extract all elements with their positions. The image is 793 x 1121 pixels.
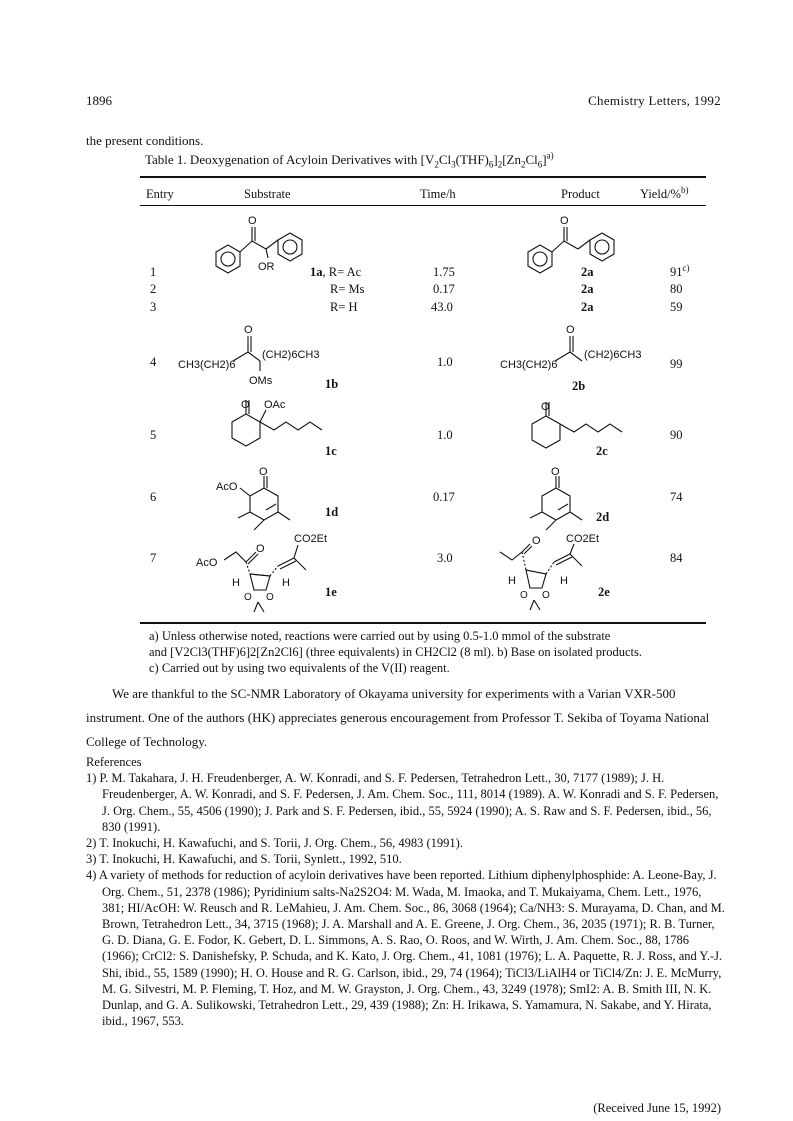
or-label: OR [258, 261, 275, 273]
oxygen-label: O [541, 401, 550, 413]
oxygen-label: O [248, 215, 257, 227]
references [86, 754, 726, 1029]
structure-2e [500, 533, 599, 610]
oxygen-label: O [256, 543, 265, 555]
structure-2b [500, 324, 641, 371]
col-product: Product [561, 187, 600, 201]
yield-value: 91$^{c)}$ [670, 262, 690, 279]
entry-number: 3 [150, 300, 157, 314]
entry-number: 2 [150, 282, 157, 296]
oxygen-label: O [566, 324, 575, 336]
oxygen-label: O [532, 535, 541, 547]
h-label: H [282, 577, 290, 589]
time-value: 3.0 [437, 551, 453, 565]
acknowledgment: We are thankful to the SC-NMR Laboratory of Okayama university for experiments with a Varian VXR-500 instrument. One of the authors (HK) appreciates generous encouragement from Professor T. Sekiba of Toyama National College of Technology. [86, 686, 710, 749]
product-label: 2a [581, 265, 594, 279]
yield-value: 90 [670, 428, 683, 442]
product-label: 2b [572, 379, 586, 393]
col-time: Time/h [420, 187, 456, 201]
structure-2a [528, 215, 614, 273]
reference-item: 1) P. M. Takahara, J. H. Freudenberger, A. W. Konradi, and S. F. Pedersen, Tetrahedron Lett., 30, 7177 (1989); J. H. Freudenberger, A. W. Konradi, and S. F. Pedersen, J. Am. Chem. Soc., 111, 8014 (1989). A. W. Konradi and S. F. Pedersen, J. Org. Chem., 55, 4506 (1990); J. Park and S. F. Pedersen, ibid., 55, 5924 (1990); A. S. Raw and S. F. Pedersen, ibid., 56, 830 (1991). [86, 771, 719, 834]
substrate-label: 1a, R= Ac [310, 265, 362, 279]
aco-label: AcO [216, 481, 238, 493]
time-value: 0.17 [433, 490, 455, 504]
reference-item: 3) T. Inokuchi, H. Kawafuchi, and S. Torii, Synlett., 1992, 510. [86, 852, 402, 867]
footnote-a: a) Unless otherwise noted, reactions were carried out by using 0.5-1.0 mmol of the substrate [149, 629, 611, 643]
yield-value: 80 [670, 282, 683, 296]
time-value: 1.0 [437, 428, 453, 442]
substrate-label: 1b [325, 377, 339, 391]
alkyl-label: (CH2)6CH3 [584, 349, 642, 361]
entry-number: 6 [150, 490, 157, 504]
col-entry: Entry [146, 187, 174, 201]
yield-value: 84 [670, 551, 683, 565]
substrate-label: 1d [325, 505, 339, 519]
oxygen-label: O [244, 324, 253, 336]
oxygen-label: O [241, 399, 250, 411]
reference-item: 4) A variety of methods for reduction of acyloin derivatives have been reported. Lithium diphenylphosphide: A. Leone-Bay, J. Org. Chem., 51, 2378 (1986); Pyridinium salts-Na2S2O4: M. Wada, M. Imaoka, and T. Mukaiyama, Chem. Lett., 1976, 381; HI/AcOH: W. Reusch and R. LeMahieu, J. Am. Chem. Soc., 86, 3068 (1964); Ca/NH3: S. Murayama, D. Chan, and M. Brown, Tetrahedron Lett., 34, 3715 (1968); J. A. Marshall and A. E. Greene, J. Org. Chem., 36, 2035 (1971); R. B. Turner, G. D. Diana, G. E. Fodor, K. Gebert, D. L. Simmons, A. S. Rao, O. Roos, and W. Wirth, J. Am. Chem. Soc., 88, 1786 (1966); CrCl2: S. Danishefsky, P. Schuda, and K. Kato, J. Org. Chem., 41, 1081 (1976); L. A. Paquette, R. J. Ross, and Y.-J. Shi, ibid., 55, 1589 (1990); H. O. House and R. G. Carlson, ibid., 29, 74 (1964); TiCl3/LiAlH4 or TiCl4/Zn: J. E. McMurry, M. G. Silvestri, M. P. Fleming, T. Hoz, and M. W. Grayston, J. Org. Chem., 43, 3249 (1978); SmI2: A. B. Smith III, N. K. Dunlap, and G. A. Sulikowski, Tetrahedron Lett., 29, 439 (1988); Zn: H. Irikawa, S. Yamamura, N. Sakabe, and Y. Hirata, ibid., 1967, 553. [86, 868, 725, 1029]
oxygen-label: O [244, 592, 252, 603]
time-value: 1.0 [437, 355, 453, 369]
structure-1c [232, 399, 322, 446]
oxygen-label: O [542, 590, 550, 601]
substrate-label: 1e [325, 585, 337, 599]
structure-2c [532, 401, 622, 448]
page-number: 1896 [86, 93, 112, 108]
alkyl-label: CH3(CH2)6 [178, 359, 236, 371]
intro-text: the present conditions. [86, 133, 204, 148]
journal-title: Chemistry Letters, 1992 [588, 93, 721, 108]
structure-1d [216, 466, 290, 530]
co2et-label: CO2Et [294, 533, 328, 545]
entry-number: 7 [150, 551, 157, 565]
entry-number: 1 [150, 265, 157, 279]
col-yield: Yield/%$^{b)}$ [640, 184, 689, 201]
table-caption: Table 1. Deoxygenation of Acyloin Derivatives with $[V_2Cl_3(THF)_6]_2[Zn_2Cl_6]^{a)}$ [145, 150, 554, 170]
oac-label: OAc [264, 399, 286, 411]
references-heading: References [86, 755, 142, 769]
yield-value: 74 [670, 490, 683, 504]
footnote-c: c) Carried out by using two equivalents of the V(II) reagent. [149, 661, 450, 675]
product-label: 2e [598, 585, 610, 599]
oxygen-label: O [520, 590, 528, 601]
entry-number: 5 [150, 428, 157, 442]
structure-1a [216, 215, 302, 273]
h-label: H [508, 575, 516, 587]
received-date: (Received June 15, 1992) [593, 1101, 721, 1115]
substrate-label: R= Ms [330, 282, 365, 296]
structure-1b [178, 324, 319, 387]
oxygen-label: O [266, 592, 274, 603]
alkyl-label: CH3(CH2)6 [500, 359, 558, 371]
h-label: H [560, 575, 568, 587]
time-value: 0.17 [433, 282, 455, 296]
h-label: H [232, 577, 240, 589]
reference-item: 2) T. Inokuchi, H. Kawafuchi, and S. Torii, J. Org. Chem., 56, 4983 (1991). [86, 836, 463, 851]
oxygen-label: O [259, 466, 268, 478]
time-value: 1.75 [433, 265, 455, 279]
aco-label: AcO [196, 557, 218, 569]
col-substrate: Substrate [244, 187, 291, 201]
yield-value: 59 [670, 300, 683, 314]
oms-label: OMs [249, 375, 273, 387]
footnote-a-cont: and [V2Cl3(THF)6]2[Zn2Cl6] (three equivalents) in CH2Cl2 (8 ml). b) Base on isolated products. [149, 645, 642, 659]
product-label: 2d [596, 510, 610, 524]
substrate-label: 1c [325, 444, 337, 458]
alkyl-label: (CH2)6CH3 [262, 349, 320, 361]
yield-value: 99 [670, 357, 683, 371]
co2et-label: CO2Et [566, 533, 600, 545]
product-label: 2a [581, 300, 594, 314]
product-label: 2a [581, 282, 594, 296]
oxygen-label: O [560, 215, 569, 227]
structure-1e [196, 533, 327, 612]
entry-number: 4 [150, 355, 157, 369]
structure-2d [530, 466, 582, 530]
oxygen-label: O [551, 466, 560, 478]
time-value: 43.0 [431, 300, 453, 314]
substrate-label: R= H [330, 300, 358, 314]
product-label: 2c [596, 444, 608, 458]
